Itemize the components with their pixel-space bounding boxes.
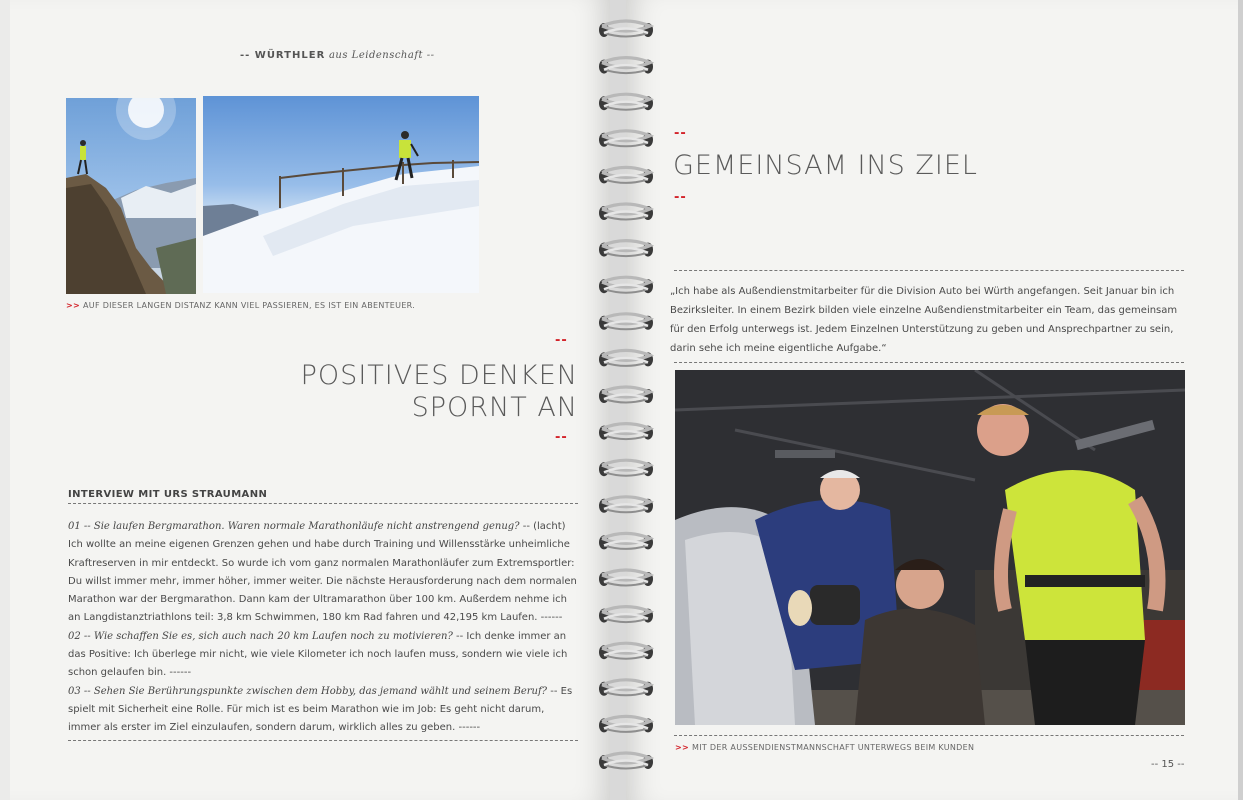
- spiral-ring: [599, 607, 653, 623]
- photo-caption-right: [675, 743, 974, 752]
- quote-text: „Ich habe als Außendienstmitarbeiter für die Division Auto bei Würth angefangen. Seit Januar bin ich Bezirksleiter. In einem Bezirk bilden viele einzelne Außendienstmitarbeiter ein Team, das gemeinsam für den Erfolg unterwegs ist. Jedem Einzelnen Unterstützung zu geben und Ansprechpartner zu sein, darin sehe ich meine eigentliche Aufgabe.“: [670, 286, 1178, 354]
- spiral-ring: [599, 424, 653, 440]
- title-dash-bottom: --: [555, 430, 568, 445]
- spiral-ring: [599, 460, 653, 476]
- spiral-ring: [599, 131, 653, 147]
- interview-body: [68, 518, 578, 738]
- section-title-right: GEMEINSAM INS ZIEL: [673, 150, 978, 181]
- spiral-ring: [599, 716, 653, 732]
- section-title-left: [250, 360, 578, 424]
- caption-arrows: >>: [66, 301, 81, 310]
- spiral-ring: [599, 570, 653, 586]
- caption-text: AUF DIESER LANGEN DISTANZ KANN VIEL PASSIEREN, ES IST EIN ABENTEUER.: [83, 301, 416, 310]
- caption-right-text: MIT DER AUSSENDIENSTMANNSCHAFT UNTERWEGS BEIM KUNDEN: [692, 743, 975, 752]
- interview-question-3: 03 -- Sehen Sie Berührungspunkte zwischen dem Hobby, das jemand wählt und seinem Beruf?: [68, 685, 548, 697]
- spiral-ring: [599, 277, 653, 293]
- interview-question-2: 02 -- Wie schaffen Sie es, sich auch nach 20 km Laufen noch zu motivieren?: [68, 630, 453, 642]
- spiral-ring: [599, 680, 653, 696]
- spiral-ring: [599, 533, 653, 549]
- quote-divider-top: [674, 270, 1184, 271]
- field-team-illustration: [675, 370, 1185, 725]
- spiral-ring: [599, 753, 653, 769]
- spiral-ring: [599, 167, 653, 183]
- spiral-ring: [599, 58, 653, 74]
- divider-top: [68, 503, 578, 504]
- photo-field-team: [675, 370, 1185, 725]
- title-dash-top: --: [555, 333, 568, 348]
- spiral-ring: [599, 314, 653, 330]
- section-title-line-1: POSITIVES DENKEN: [300, 360, 578, 391]
- left-page: [10, 0, 610, 800]
- spiral-ring: [599, 497, 653, 513]
- photo-mountain-climber: [66, 98, 196, 294]
- right-title-dash-top: --: [674, 126, 687, 141]
- interview-answer-3: -- Es spielt mit Sicherheit eine Rolle. Für mich ist es beim Marathon wie im Job: Es geht nicht darum, immer als erster im Ziel einzulaufen, sondern darum, wirklich alles zu geben. ------: [68, 685, 573, 734]
- divider-bottom: [68, 740, 578, 741]
- snow-runner-illustration: [203, 96, 479, 293]
- spiral-ring: [599, 21, 653, 37]
- page-number: -- 15 --: [1151, 759, 1185, 770]
- spiral-binding: [596, 0, 658, 800]
- interview-question-1: 01 -- Sie laufen Bergmarathon. Waren normale Marathonläufe nicht anstrengend genug?: [68, 521, 520, 532]
- right-page-edge: [1238, 0, 1243, 800]
- header-brand: -- WÜRTHLER: [240, 50, 326, 61]
- photo-divider-bottom: [674, 735, 1184, 736]
- spiral-ring: [599, 643, 653, 659]
- spiral-ring: [599, 350, 653, 366]
- interview-heading: INTERVIEW MIT URS STRAUMANN: [68, 489, 268, 500]
- quote-divider-bottom: [674, 362, 1184, 363]
- right-page: [626, 0, 1238, 800]
- right-title-dash-bottom: --: [674, 190, 687, 205]
- mountain-climber-illustration: [66, 98, 196, 294]
- header-tagline: aus Leidenschaft --: [328, 50, 435, 61]
- spiral-ring: [599, 94, 653, 110]
- spiral-ring: [599, 387, 653, 403]
- spiral-ring: [599, 241, 653, 257]
- spiral-ring: [599, 204, 653, 220]
- running-header: [240, 50, 435, 61]
- caption-right-arrows: >>: [675, 743, 690, 752]
- interview-answer-1: -- (lacht) Ich wollte an meine eigenen Grenzen gehen und habe durch Training und Willensstärke unheimliche Kraftreserven in mir entdeckt. So wurde ich vom ganz normalen Marathonläufer zum Extremsportler: Du willst immer mehr, immer höher, immer weiter. Die nächste Herausforderung nach dem normalen Marathon war der Bergmarathon. Dann kam der Ultramarathon über 100 km. Außerdem nehme ich an Langdistanztriathlons teil: 3,8 km Schwimmen, 180 km Rad fahren und 42,195 km Laufen. ------: [68, 521, 577, 624]
- photo-caption-left: [66, 301, 415, 310]
- section-title-line-2: SPORNT AN: [411, 392, 578, 423]
- photo-snow-runner: [203, 96, 479, 293]
- interview-answer-2: -- Ich denke immer an das Positive: Ich überlege mir nicht, wie viele Kilometer ich noch laufen muss, sondern wie viele ich schon gelaufen bin. ------: [68, 630, 568, 679]
